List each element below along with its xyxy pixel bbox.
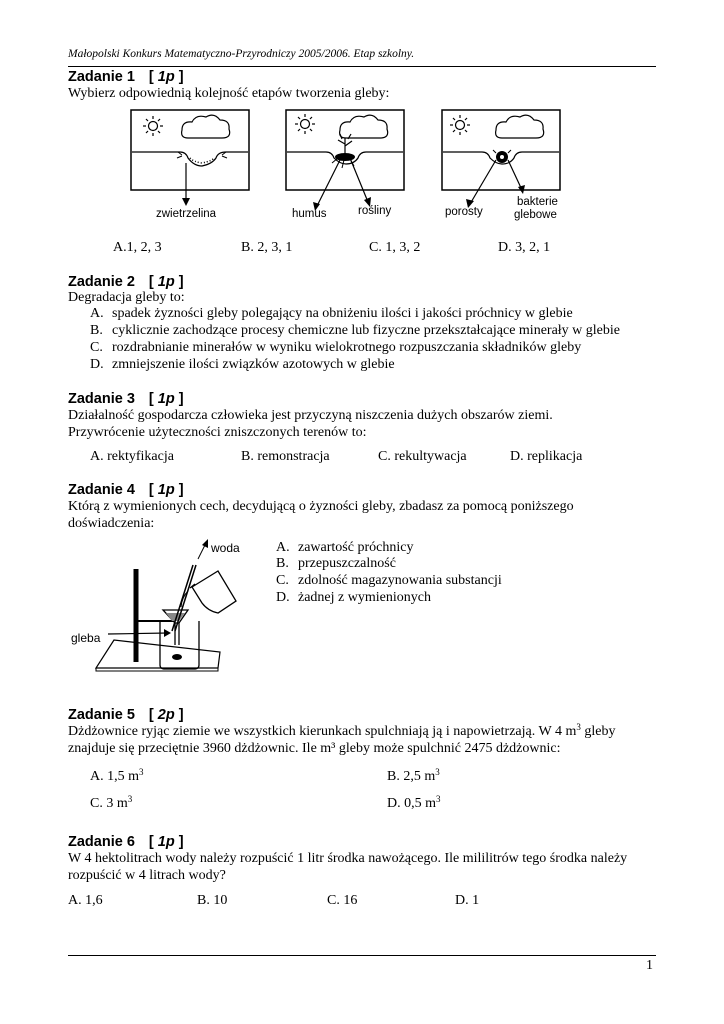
q2-option-d[interactable]: D. zmniejszenie ilości związków azotowych w glebie — [90, 357, 395, 372]
q3-question-line-1: Działalność gospodarcza człowieka jest przyczyną niszczenia dużych obszarów ziemi. — [68, 408, 553, 423]
q3-question-line-2: Przywrócenie użyteczności zniszczonych terenów to: — [68, 425, 367, 440]
q6-option-c[interactable]: C. 16 — [327, 893, 358, 908]
q1-option-b[interactable]: B. 2, 3, 1 — [241, 240, 293, 255]
q1-label-porosty: porosty — [445, 206, 483, 218]
footer-rule — [68, 955, 656, 956]
q3-option-a[interactable]: A. rektyfikacja — [90, 449, 174, 464]
q2-option-a[interactable]: A. spadek żyzności gleby polegający na obniżeniu ilości i jakości próchnicy w glebie — [90, 306, 573, 321]
q6-option-d[interactable]: D. 1 — [455, 893, 480, 908]
q5-heading — [68, 707, 184, 723]
q1-heading — [68, 69, 184, 85]
q6-option-b[interactable]: B. 10 — [197, 893, 228, 908]
q6-question-line-1: W 4 hektolitrach wody należy rozpuścić 1 litr środka nawożącego. Ile mililitrów tego środka należy — [68, 851, 628, 866]
q1-label-humus: humus — [292, 208, 327, 220]
q1-question: Wybierz odpowiednią kolejność etapów tworzenia gleby: — [68, 86, 390, 101]
q3-points: [ 1p ] — [148, 391, 184, 407]
q1-option-c[interactable]: C. 1, 3, 2 — [369, 240, 421, 255]
q5-question-line-2: znajduje się przeciętnie 3960 dżdżownic. Ile m³ gleby może spulchnić 2475 dżdżownic: — [68, 741, 561, 756]
q1-option-d[interactable]: D. 3, 2, 1 — [498, 240, 551, 255]
q4-question-line-1: Którą z wymienionych cech, decydującą o żyzności gleby, zbadasz za pomocą poniższego — [68, 499, 574, 514]
q4-option-a[interactable]: A. zawartość próchnicy — [276, 540, 414, 555]
q4-filtration-apparatus-figure — [68, 535, 268, 680]
q4-heading — [68, 482, 184, 498]
q4-points: [ 1p ] — [148, 482, 184, 498]
q4-title: Zadanie 4 — [68, 482, 135, 498]
q2-option-b[interactable]: B. cyklicznie zachodzące procesy chemiczne lub fizyczne przekształcające minerały w glebie — [90, 323, 620, 338]
q3-heading — [68, 391, 184, 407]
q3-option-d[interactable]: D. replikacja — [510, 449, 583, 464]
q1-label-bakterie: bakterie — [517, 196, 558, 208]
page-number: 1 — [646, 958, 653, 973]
q6-points: [ 1p ] — [148, 834, 184, 850]
q6-option-a[interactable]: A. 1,6 — [68, 893, 103, 908]
q1-label-zwietrzelina: zwietrzelina — [156, 208, 217, 220]
q1-soil-formation-figure — [130, 108, 590, 226]
q5-question-line-1: Dżdżownice ryjąc ziemie we wszystkich kierunkach spulchniają ją i napowietrzają. W 4 $m^3$ gleby — [68, 722, 616, 739]
q4-option-b[interactable]: B. przepuszczalność — [276, 556, 396, 571]
q2-heading — [68, 274, 184, 290]
q3-title: Zadanie 3 — [68, 391, 135, 407]
q5-option-a[interactable]: A. 1,5 $m^3$ — [90, 767, 144, 784]
q3-option-b[interactable]: B. remonstracja — [241, 449, 330, 464]
q1-points: [ 1p ] — [148, 69, 184, 85]
q1-panel-1 — [131, 110, 249, 190]
q1-option-a[interactable]: A.1, 2, 3 — [113, 240, 162, 255]
q5-points: [ 2p ] — [148, 707, 184, 723]
q1-panel-2 — [286, 110, 404, 190]
q1-title: Zadanie 1 — [68, 69, 135, 85]
q6-title: Zadanie 6 — [68, 834, 135, 850]
page-header: Małopolski Konkurs Matematyczno-Przyrodniczy 2005/2006. Etap szkolny. — [68, 48, 415, 60]
q2-points: [ 1p ] — [148, 274, 184, 290]
q3-option-c[interactable]: C. rekultywacja — [378, 449, 467, 464]
q4-label-gleba: gleba — [71, 631, 101, 645]
q5-option-b[interactable]: B. 2,5 $m^3$ — [387, 767, 440, 784]
q2-question: Degradacja gleby to: — [68, 290, 185, 305]
q4-option-d[interactable]: D. żadnej z wymienionych — [276, 590, 431, 605]
q5-option-c[interactable]: C. 3 $m^3$ — [90, 794, 133, 811]
q4-label-woda: woda — [211, 541, 240, 555]
header-rule — [68, 66, 656, 67]
q2-title: Zadanie 2 — [68, 274, 135, 290]
q2-option-c[interactable]: C. rozdrabnianie minerałów w wyniku wielokrotnego rozpuszczania składników gleby — [90, 340, 582, 355]
q4-question-line-2: doświadczenia: — [68, 516, 155, 531]
q5-option-d[interactable]: D. 0,5 $m^3$ — [387, 794, 441, 811]
q6-question-line-2: rozpuścić w 4 litrach wody? — [68, 868, 226, 883]
q5-title: Zadanie 5 — [68, 707, 135, 723]
q1-panel-3 — [442, 110, 560, 190]
q1-label-rosliny: rośliny — [358, 205, 392, 217]
q1-label-glebowe: glebowe — [514, 209, 557, 221]
q6-heading — [68, 834, 184, 850]
q4-option-c[interactable]: C. zdolność magazynowania substancji — [276, 573, 502, 588]
